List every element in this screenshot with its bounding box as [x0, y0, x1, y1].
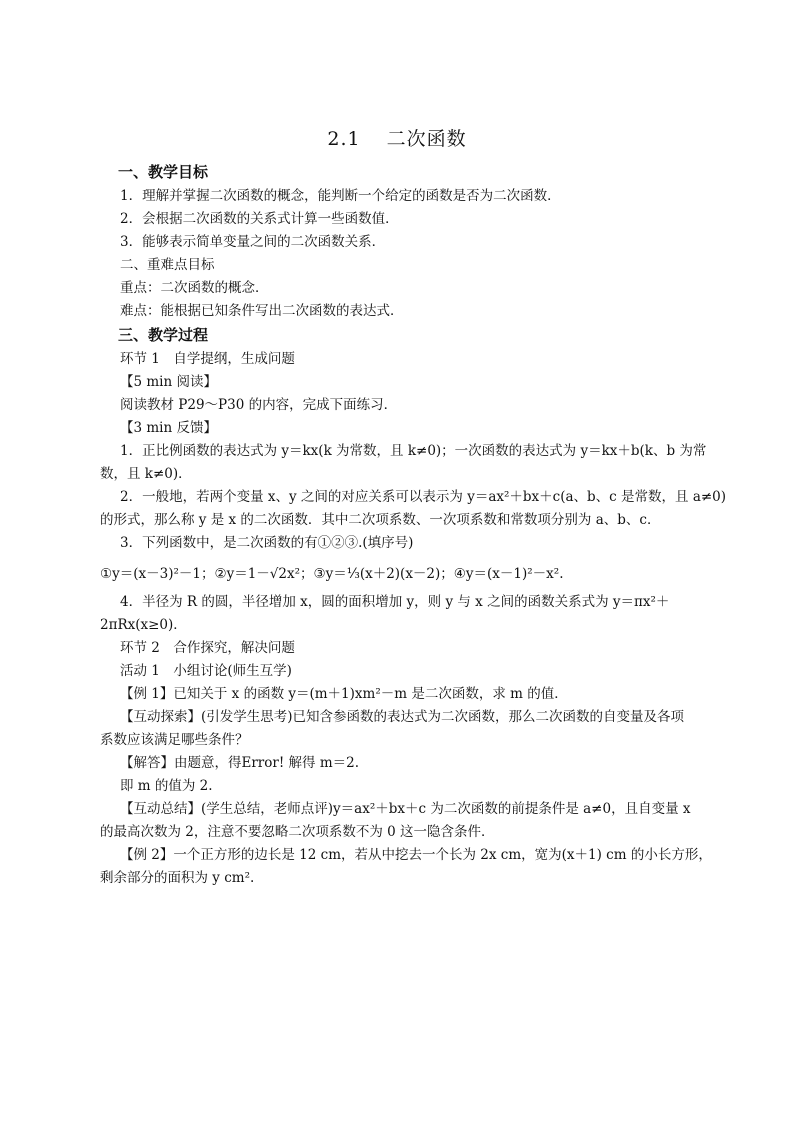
text-line: 3．能够表示简单变量之间的二次函数关系． [120, 234, 386, 250]
text-line: 系数应该满足哪些条件？ [100, 732, 249, 748]
text-line: 2．会根据二次函数的关系式计算一些函数值． [120, 211, 399, 227]
text-line: 剩余部分的面积为 y cm². [100, 870, 255, 886]
text-line: 的形式，那么称 y 是 x 的二次函数．其中二次项系数、一次项系数和常数项分别为 a、b、c． [100, 512, 661, 528]
text-line: 难点：能根据已知条件写出二次函数的表达式． [120, 303, 404, 319]
text-line: 数，且 k≠0)． [100, 466, 192, 482]
text-line: 环节 1 自学提纲，生成问题 [120, 351, 295, 367]
text-line: 【互动总结】(学生总结，老师点评)y＝ax²＋bx＋c 为二次函数的前提条件是 a≠0，且自变量 x [120, 801, 691, 817]
text-line: 【例 2】一个正方形的边长是 12 cm，若从中挖去一个长为 2x cm，宽为(x＋1) cm 的小长方形， [120, 847, 712, 863]
text-line: ①y＝(x－3)²－1；②y＝1－√2x²；③y＝⅓(x＋2)(x－2)；④y＝(x－1)²－x². [100, 566, 564, 582]
section-heading: 三、教学过程 [118, 326, 209, 344]
text-line: 的最高次数为 2，注意不要忽略二次项系数不为 0 这一隐含条件． [100, 824, 495, 840]
text-line: 【互动探索】(引发学生思考)已知含参函数的表达式为二次函数，那么二次函数的自变量及各项 [120, 709, 685, 725]
text-line: 【解答】由题意，得Error! 解得 m＝2. [120, 755, 360, 771]
text-line: 即 m 的值为 2. [120, 778, 213, 794]
section-number: 2.1 [327, 128, 361, 150]
text-line: 【5 min 阅读】 [120, 374, 217, 390]
text-line: 2πRx(x≥0)． [100, 617, 187, 633]
text-line: 1．理解并掌握二次函数的概念，能判断一个给定的函数是否为二次函数． [120, 188, 561, 204]
text-line: 重点：二次函数的概念． [120, 280, 269, 296]
page-title [0, 124, 794, 151]
section-title: 二次函数 [386, 128, 467, 150]
document-body [100, 160, 727, 890]
text-line: 活动 1 小组讨论(师生互学) [120, 663, 292, 679]
text-line: 2．一般地，若两个变量 x、y 之间的对应关系可以表示为 y＝ax²＋bx＋c(a、b、c 是常数，且 a≠0) [120, 489, 727, 505]
text-line: 二、重难点目标 [120, 257, 215, 273]
text-line: 环节 2 合作探究，解决问题 [120, 640, 295, 656]
text-line: 3．下列函数中，是二次函数的有①②③.(填序号) [120, 535, 414, 551]
text-line: 【例 1】已知关于 x 的函数 y＝(m＋1)xm²－m 是二次函数，求 m 的值． [120, 686, 568, 702]
text-line: 【3 min 反馈】 [120, 420, 217, 436]
text-line: 阅读教材 P29～P30 的内容，完成下面练习． [120, 397, 398, 413]
section-heading: 一、教学目标 [118, 163, 209, 181]
text-line: 1．正比例函数的表达式为 y＝kx(k 为常数，且 k≠0)；一次函数的表达式为 y＝kx＋b(k、b 为常 [120, 443, 707, 459]
text-line: 4．半径为 R 的圆，半径增加 x，圆的面积增加 y，则 y 与 x 之间的函数关系式为 y＝πx²＋ [120, 594, 670, 610]
